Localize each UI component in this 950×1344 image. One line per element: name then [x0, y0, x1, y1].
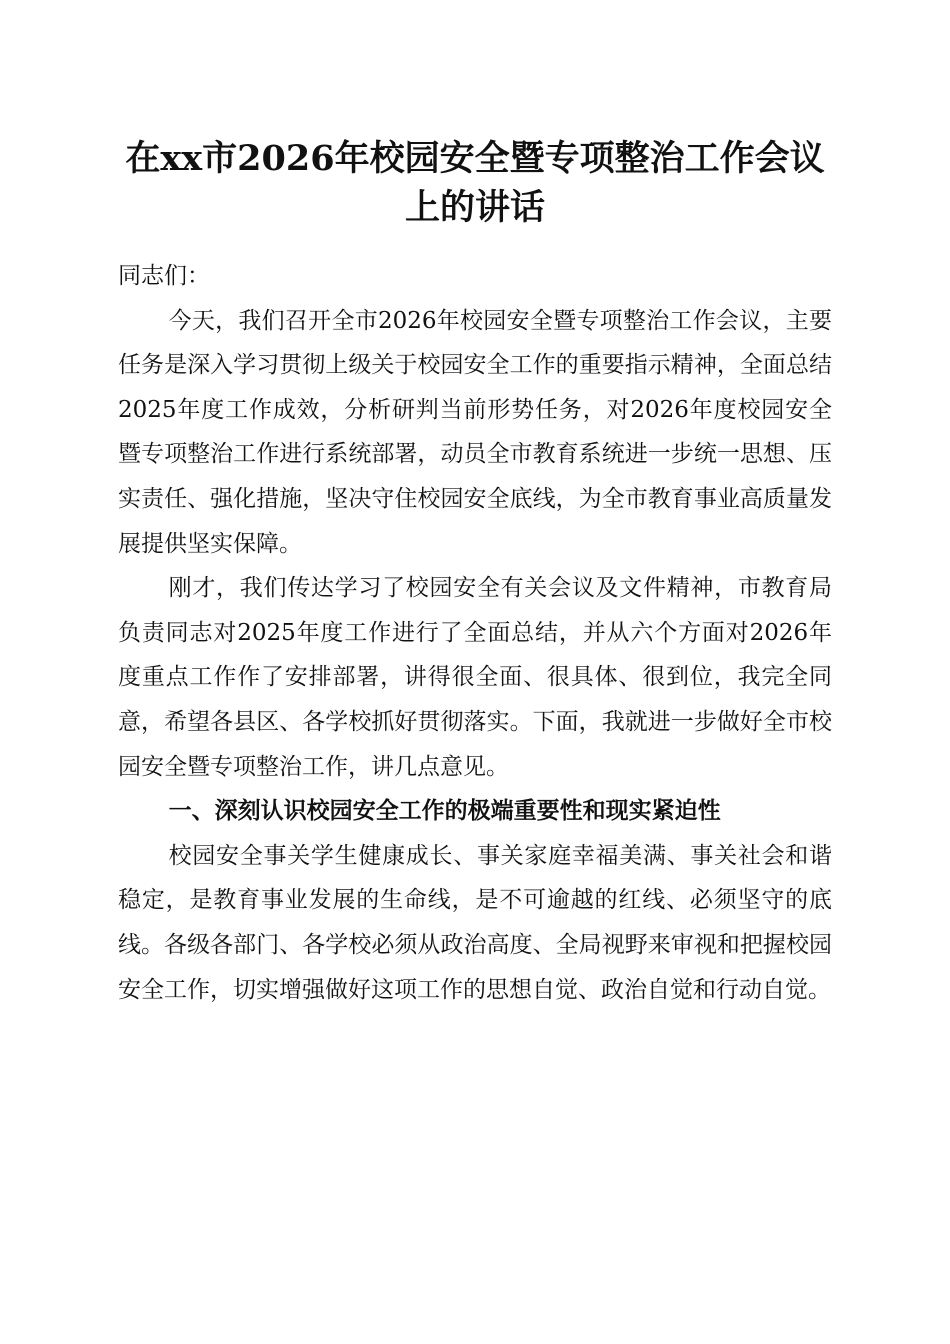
- paragraph-summary: 刚才，我们传达学习了校园安全有关会议及文件精神，市教育局负责同志对2025年度工作进行了全面总结，并从六个方面对2026年度重点工作作了安排部署，讲得很全面、很具体、很到位，我完全同意，希望各县区、各学校抓好贯彻落实。下面，我就进一步做好全市校园安全暨专项整治工作，讲几点意见。: [118, 575, 832, 780]
- paragraph-opening: 今天，我们召开全市2026年校园安全暨专项整治工作会议，主要任务是深入学习贯彻上级关于校园安全工作的重要指示精神，全面总结2025年度工作成效，分析研判当前形势任务，对2026年度校园安全暨专项整治工作进行系统部署，动员全市教育系统进一步统一思想、压实责任、强化措施，坚决守住校园安全底线，为全市教育事业高质量发展提供坚实保障。: [118, 307, 832, 557]
- title-line-2: 上的讲话: [404, 187, 545, 228]
- document-body: [118, 254, 832, 1012]
- section-1-paragraph: 校园安全事关学生健康成长、事关家庭幸福美满、事关社会和谐稳定，是教育事业发展的生命线，是不可逾越的红线、必须坚守的底线。各级各部门、各学校必须从政治高度、全局视野来审视和把握校园安全工作，切实增强做好这项工作的思想自觉、政治自觉和行动自觉。: [118, 842, 832, 1003]
- title-line-1: 在xx市2026年校园安全暨专项整治工作会议: [125, 138, 825, 179]
- document-title: [100, 134, 850, 232]
- section-heading-1: 一、深刻认识校园安全工作的极端重要性和现实紧迫性: [168, 798, 721, 825]
- salutation: 同志们：: [118, 263, 210, 289]
